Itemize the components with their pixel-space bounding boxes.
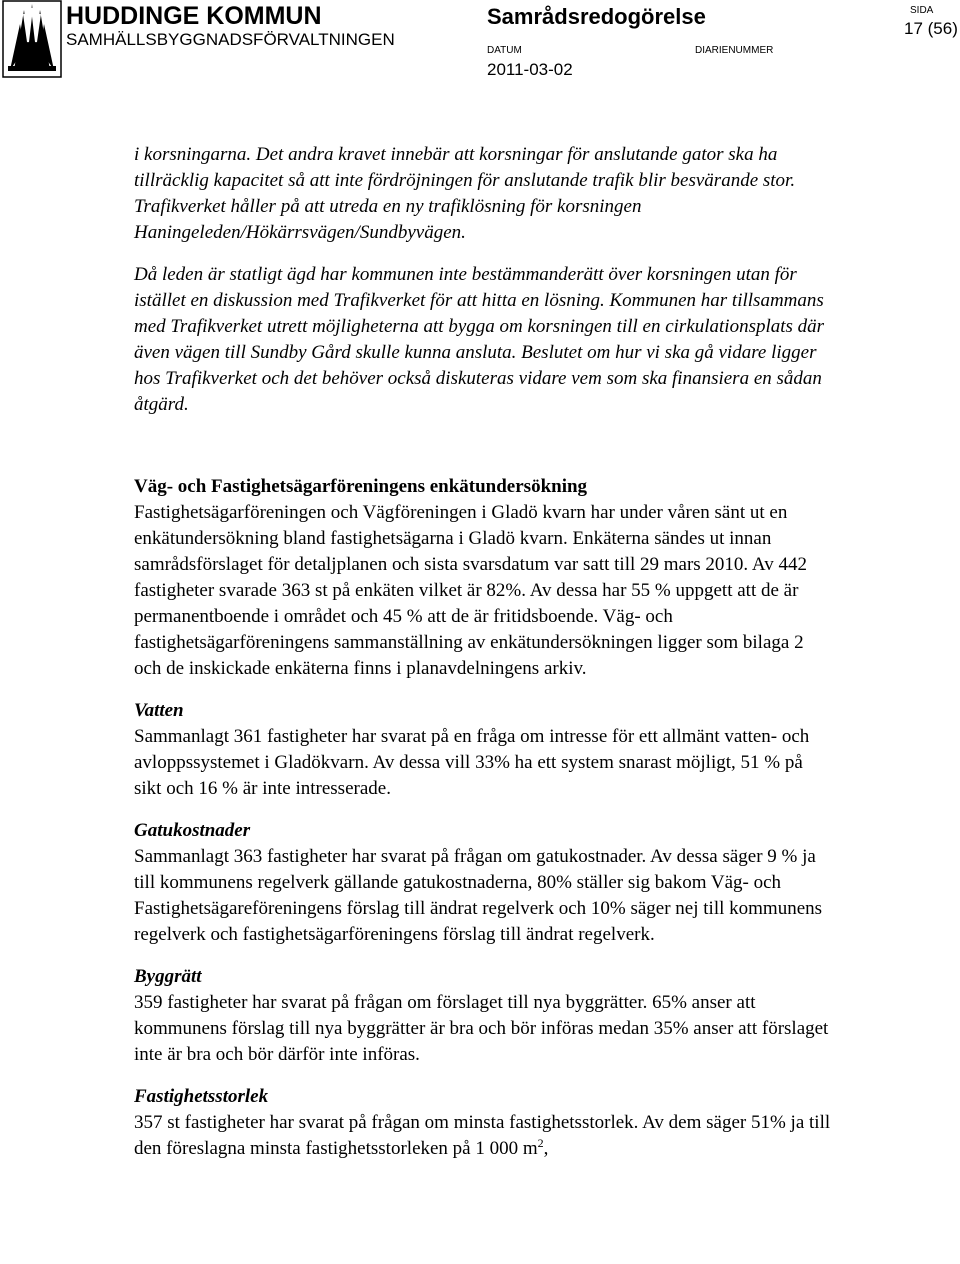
storlek-superscript: 2 [537,1136,544,1150]
subheading-fastighetsstorlek: Fastighetsstorlek [134,1086,269,1107]
subheading-gatukostnader: Gatukostnader [134,820,251,841]
paragraph-fastighetsstorlek [134,1110,834,1162]
storlek-text: 357 st fastigheter har svarat på frågan om minsta fastighetsstorlek. Av dem säger 51% ja till den föreslagna minsta fastighetsstorleken på 1 000 m [134,1112,831,1159]
page-label: SIDA [910,5,934,16]
paragraph-survey: Fastighetsägarföreningen och Vägföreningen i Gladö kvarn har under våren sänt ut en enkätundersökning bland fastighetsägarna i Gladö kvarn. Enkäterna sändes ut innan samrådsförslaget för detaljplanen och sista svarsdatum var satt till 29 mars 2010. Av 442 fastigheter svarade 363 st på enkäten vilket är 82%. Av dessa har 55 % uppgett att de är permanentboende i området och 45 % att de är fritidsboende. Väg- och fastighetsägarföreningens sammanställning av enkätundersökningen ligger som bilaga 2 och de inskickade enkäterna finns i planavdelningens arkiv. [134,502,807,679]
section-heading: Väg- och Fastighetsägarföreningens enkätundersökning [134,476,588,497]
paragraph-traffic-intro: i korsningarna. Det andra kravet innebär att korsningar för anslutande gator ska ha tillräcklig kapacitet så att inte fördröjningen för anslutande trafik blir besvärande stor. Trafikverket håller på att utreda en ny trafiklösning för korsningen Haningeleden/Hökärrsvägen/Sundbyvägen. [134,144,796,243]
date-value: 2011-03-02 [487,60,573,79]
huddinge-coat-of-arms-icon [2,0,62,78]
org-name: HUDDINGE KOMMUN [66,2,322,30]
subheading-byggratt: Byggrätt [134,966,202,987]
document-body [134,142,834,1162]
org-department: SAMHÄLLSBYGGNADSFÖRVALTNINGEN [66,30,395,49]
paragraph-gatukostnader: Sammanlagt 363 fastigheter har svarat på frågan om gatukostnader. Av dessa säger 9 % ja till kommunens regelverk gällande gatukostnaderna, 80% ställer sig bakom Väg- och Fastighetsägareföreningens förslag till ändrat regelverk och 10% säger nej till kommunens regelverk och fastighetsägarföreningens förslag till ändrat regelverk. [134,846,823,945]
paragraph-traffic-ownership: Då leden är statligt ägd har kommunen inte bestämmanderätt över korsningen utan för istället en diskussion med Trafikverket för att hitta en lösning. Kommunen har tillsammans med Trafikverket utrett möjligheterna att bygga om korsningen till en cirkulationsplats där även vägen till Sundby Gård skulle kunna ansluta. Beslutet om hur vi ska gå vidare ligger hos Trafikverket och det behöver också diskuteras vidare vem som ska finansiera en sådan åtgärd. [134,264,825,415]
diarie-label: DIARIENUMMER [695,45,774,56]
paragraph-vatten: Sammanlagt 361 fastigheter har svarat på en fråga om intresse för ett allmänt vatten- och avloppssystemet i Gladökvarn. Av dessa vill 33% ha ett system snarast möjligt, 51 % på sikt och 16 % är inte intresserade. [134,726,810,799]
storlek-tail: , [543,1138,549,1159]
date-label: DATUM [487,45,522,56]
paragraph-byggratt: 359 fastigheter har svarat på frågan om förslaget till nya byggrätter. 65% anser att kommunens förslag till nya byggrätter är bra och bör införas medan 35% anser att förslaget inte är bra och bör därför inte införas. [134,992,829,1065]
organization-block [66,4,395,48]
page-number: 17 (56) [904,19,958,38]
subheading-vatten: Vatten [134,700,184,721]
document-type: Samrådsredogörelse [487,4,706,29]
